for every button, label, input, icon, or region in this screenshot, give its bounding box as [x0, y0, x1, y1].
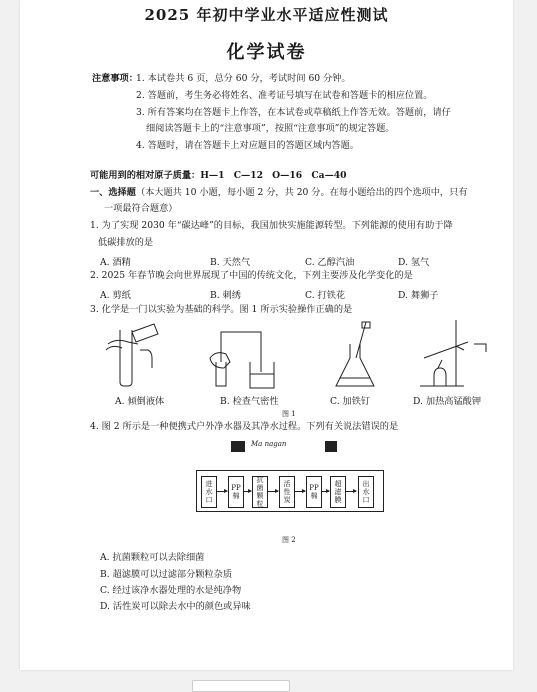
- question-2-option-a: A. 剪纸: [100, 290, 131, 301]
- question-4-option-b: B. 超滤膜可以过滤部分颗粒杂质: [100, 569, 233, 580]
- question-3-option-b: B. 检查气密性: [220, 396, 279, 407]
- question-1-option-a: A. 酒精: [100, 257, 131, 268]
- question-4-option-c: C. 经过该净水器处理的水是纯净物: [100, 585, 242, 596]
- figure-1-caption: 图 1: [282, 410, 296, 418]
- question-1-option-d: D. 氢气: [398, 257, 430, 268]
- notice-item: 4. 答题时，请在答题卡上对应题目的答题区域内答题。: [136, 140, 359, 151]
- flow-step-outlet: 出水口: [358, 476, 374, 508]
- purification-flow-diagram: [196, 470, 384, 512]
- logo-mark-right: [325, 441, 337, 452]
- page-navigator[interactable]: [192, 680, 290, 692]
- question-2-option-b: B. 刺绣: [210, 290, 241, 301]
- flow-step-activated-carbon: 活性炭: [279, 476, 295, 508]
- question-4-option-d: D. 活性炭可以除去水中的颜色或异味: [100, 601, 251, 612]
- notice-item: 2. 答题前，考生务必将姓名、准考证号填写在试卷和答题卡的相应位置。: [136, 90, 433, 101]
- water-purifier-logo: [231, 440, 361, 454]
- exam-subject: 化学试卷: [226, 42, 307, 63]
- flow-arrow: [217, 491, 227, 492]
- question-3-stem: 3. 化学是一门以实验为基础的科学。图 1 所示实验操作正确的是: [90, 304, 353, 315]
- flow-step-pp-cotton-2: PP棉: [306, 476, 322, 508]
- exam-page: [20, 0, 513, 670]
- question-3-option-c: C. 加铁钉: [330, 396, 371, 407]
- notice-label: 注意事项：: [92, 73, 138, 84]
- question-1-stem: 1. 为了实现 2030 年“碳达峰”的目标，我国加快实施能源转型。下列能源的使用有助于降: [90, 220, 453, 231]
- flow-arrow: [322, 491, 329, 492]
- logo-mark-left: [231, 441, 245, 452]
- question-2-option-d: D. 舞狮子: [398, 290, 439, 301]
- flow-arrow: [346, 491, 356, 492]
- flow-arrow: [295, 491, 305, 492]
- question-2-stem: 2. 2025 年春节晚会向世界展现了中国的传统文化，下列主要涉及化学变化的是: [90, 270, 413, 281]
- section-label: 一、选择题: [90, 187, 136, 198]
- figure-2-caption: 图 2: [282, 536, 296, 544]
- flow-arrow: [268, 491, 278, 492]
- pouring-liquid-illustration: [98, 320, 168, 390]
- flow-step-antibacterial: 抗菌颗粒: [252, 476, 268, 508]
- airtightness-check-illustration: [206, 322, 286, 392]
- section-desc-cont: 一项最符合题意）: [104, 203, 178, 214]
- question-1-option-c: C. 乙醇汽油: [305, 257, 355, 268]
- question-3-option-d: D. 加热高锰酸钾: [413, 396, 482, 407]
- atomic-mass-values: H—1 C—12 O—16 Ca—40: [200, 170, 347, 181]
- atomic-mass-label: [90, 170, 347, 182]
- exam-title: 2025 年初中学业水平适应性测试: [144, 6, 389, 24]
- question-4-option-a: A. 抗菌颗粒可以去除细菌: [100, 552, 205, 563]
- heating-permanganate-illustration: [416, 316, 492, 390]
- logo-text: Ma nagan: [251, 440, 287, 448]
- question-3-option-a: A. 倾倒液体: [115, 396, 165, 407]
- flow-step-pp-cotton: PP棉: [228, 476, 244, 508]
- notice-item: 细阅读答题卡上的“注意事项”，按照“注意事项”的规定答题。: [146, 123, 395, 134]
- question-1-stem-cont: 低碳排放的是: [98, 237, 154, 248]
- flow-step-inlet: 进水口: [201, 476, 217, 508]
- notice-item: 1. 本试卷共 6 页，总分 60 分，考试时间 60 分钟。: [136, 73, 351, 84]
- flow-arrow: [244, 491, 251, 492]
- section-desc: （本大题共 10 小题，每小题 2 分，共 20 分。在每小题给出的四个选项中，只有: [135, 187, 468, 198]
- adding-iron-nail-illustration: [326, 318, 396, 390]
- notice-item: 3. 所有答案均在答题卡上作答，在本试卷或草稿纸上作答无效。答题前，请仔: [136, 107, 451, 118]
- atomic-mass-label-text: 可能用到的相对原子质量：: [90, 170, 201, 181]
- section-heading: [90, 187, 468, 199]
- question-2-option-c: C. 打铁花: [305, 290, 346, 301]
- flow-step-ultrafiltration: 超滤膜: [330, 476, 346, 508]
- question-4-stem: 4. 图 2 所示是一种便携式户外净水器及其净水过程。下列有关说法错误的是: [90, 421, 399, 432]
- question-1-option-b: B. 天然气: [210, 257, 251, 268]
